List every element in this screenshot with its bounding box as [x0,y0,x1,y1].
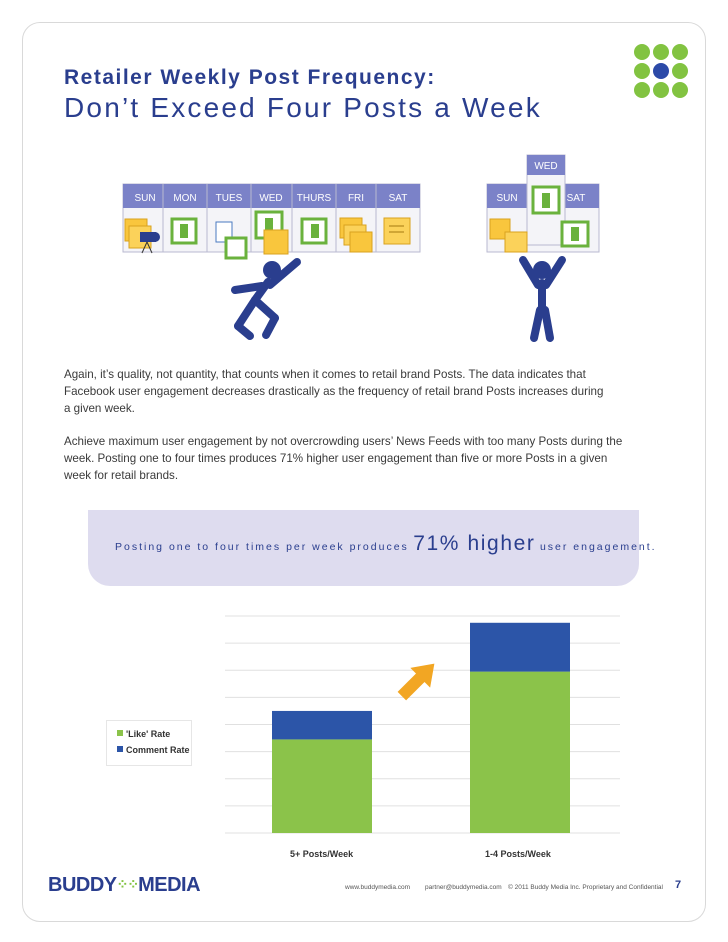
legend-item-like: 'Like' Rate [117,729,170,739]
day-label-thurs: THURS [296,193,332,204]
body-paragraph-2: Achieve maximum user engagement by not overcrowding users’ News Feeds with too many Posts during the week. Posting one to four times produces 71% higher user engagement than five or more Posts in a given week for retail brands. [64,435,623,482]
bar-comment-5plus [272,711,372,739]
page-subtitle: Don’t Exceed Four Posts a Week [64,92,542,123]
page-title: Retailer Weekly Post Frequency: [64,66,436,89]
day-label-wed: WED [259,193,283,204]
x-tick-label-5plus: 5+ Posts/Week [290,849,354,859]
bar-comment-1to4 [470,623,570,672]
bar-like-1to4 [470,672,570,833]
right-day-label-sun: SUN [496,193,518,204]
day-label-tues: TUES [215,193,243,204]
footer-email: partner@buddymedia.com [425,884,502,891]
page-number: 7 [675,879,682,891]
callout-highlight: 71% higher [413,532,536,555]
bar-like-5plus [272,739,372,833]
callout-suffix: user engagement. [539,541,657,553]
right-day-label-wed: WED [534,161,558,172]
day-label-sat: SAT [388,193,408,204]
chart-legend [106,720,192,766]
x-tick-label-1to4: 1-4 Posts/Week [485,849,551,859]
callout-prefix: Posting one to four times per week produces [115,541,409,553]
legend-swatch-like [117,730,123,736]
footer-copyright: © 2011 Buddy Media Inc. Proprietary and Confidential [508,884,663,891]
day-label-fri: FRI [347,193,365,204]
up-arrow-icon [392,654,444,706]
day-label-sun: SUN [134,193,156,204]
footer-website: www.buddymedia.com [345,884,411,891]
legend-swatch-comment [117,746,123,752]
day-label-mon: MON [173,193,197,204]
right-day-label-sat: SAT [566,193,586,204]
footer-logo: BUDDY⁘⁘MEDIA [48,874,201,896]
body-paragraph-1: Again, it’s quality, not quantity, that counts when it comes to retail brand Posts. The data indicates that Facebook user engagement decreases drastically as the frequency of retail brand Posts increases during a given week. [64,368,604,415]
legend-item-comment: Comment Rate [117,745,190,755]
